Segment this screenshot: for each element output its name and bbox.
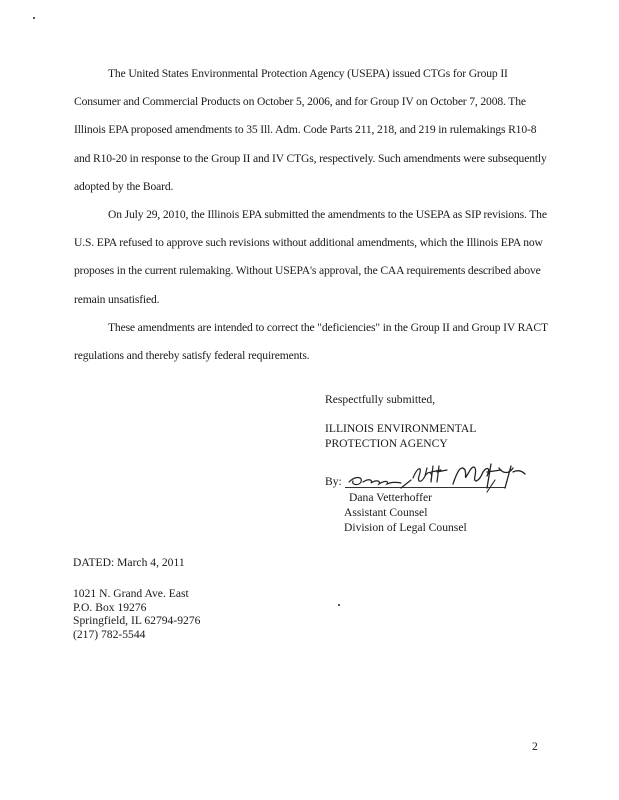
agency-name-line-2: PROTECTION AGENCY [325, 437, 448, 450]
address-po-box: P.O. Box 19276 [73, 600, 147, 614]
signature-block [325, 392, 555, 535]
letter-body [74, 60, 548, 370]
signer-details [344, 490, 555, 535]
paragraph-sip-submission: On July 29, 2010, the Illinois EPA submitted the amendments to the USEPA as SIP revisions. The U.S. EPA refused to approve such revisions without additional amendments, which the Illinois EPA now proposes in the current rulemaking. Without USEPA's approval, the CAA requirements described above remain unsatisfied. [74, 208, 547, 306]
paragraph-ctg-issuance: The United States Environmental Protection Agency (USEPA) issued CTGs for Group II Consumer and Commercial Products on October 5, 2006, and for Group IV on October 7, 2008. The Illinois EPA proposed amendments to 35 Ill. Adm. Code Parts 211, 218, and 219 in rulemakings R10-8 and R10-20 in response to the Group II and IV CTGs, respectively. Such amendments were subsequently adopted by the Board. [74, 67, 547, 193]
address-street: 1021 N. Grand Ave. East [73, 587, 189, 600]
by-label: By: [325, 475, 342, 488]
signer-name: Dana Vetterhoffer [349, 491, 432, 504]
signature-row [325, 474, 555, 490]
address-city-state-zip: Springfield, IL 62794-9276 [73, 614, 201, 628]
paragraph-purpose: These amendments are intended to correct the "deficiencies" in the Group II and Group IV RACT regulations and thereby satisfy federal requirements. [74, 320, 548, 363]
signer-title: Assistant Counsel [344, 506, 428, 519]
agency-name [325, 421, 555, 451]
agency-name-line-1: ILLINOIS ENVIRONMENTAL [325, 422, 477, 435]
signer-division: Division of Legal Counsel [344, 521, 467, 534]
scan-speck [33, 17, 35, 19]
scan-speck [338, 604, 340, 606]
mailing-address [73, 587, 200, 641]
closing-salutation: Respectfully submitted, [325, 393, 436, 406]
dated-line: DATED: March 4, 2011 [73, 556, 185, 569]
address-phone: (217) 782-5544 [73, 627, 146, 641]
handwritten-signature [341, 458, 527, 494]
page-number: 2 [532, 740, 538, 753]
